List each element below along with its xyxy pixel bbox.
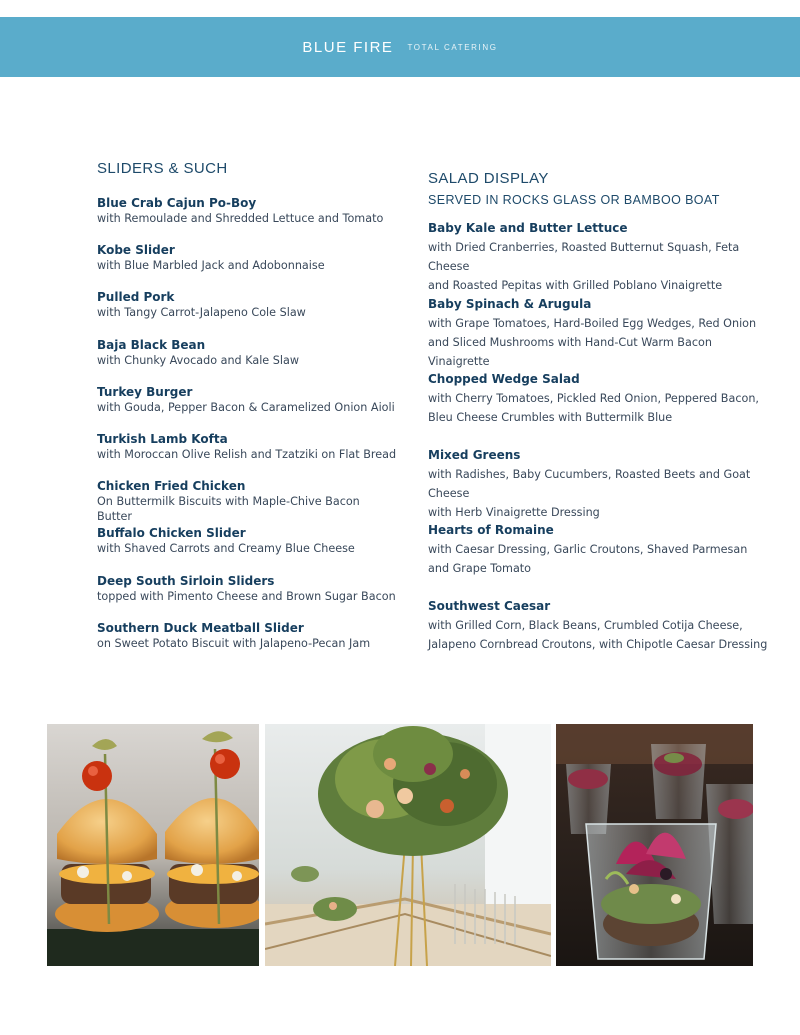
menu-item bbox=[428, 295, 773, 371]
menu-item bbox=[97, 242, 397, 289]
item-name: Buffalo Chicken Slider bbox=[97, 526, 246, 541]
item-description: with Tangy Carrot-Jalapeno Cole Slaw bbox=[97, 306, 306, 320]
item-name: Baby Spinach & Arugula bbox=[428, 296, 592, 311]
menu-item bbox=[428, 446, 773, 522]
sliders-title: SLIDERS & SUCH bbox=[97, 160, 228, 177]
item-name: Mixed Greens bbox=[428, 447, 521, 462]
menu-item bbox=[428, 597, 773, 673]
item-name: Chopped Wedge Salad bbox=[428, 372, 580, 386]
item-name: Baby Kale and Butter Lettuce bbox=[428, 221, 628, 235]
salads-subtitle: SERVED IN ROCKS GLASS OR BAMBOO BOAT bbox=[428, 193, 720, 207]
item-description: with Chunky Avocado and Kale Slaw bbox=[97, 353, 299, 367]
header-banner bbox=[0, 17, 800, 77]
salads-section bbox=[428, 170, 773, 672]
item-description: with Cherry Tomatoes, Pickled Red Onion, Peppered Bacon, Bleu Cheese Crumbles with Buttermilk Blue bbox=[428, 392, 759, 424]
menu-item bbox=[97, 620, 397, 667]
item-description: with Gouda, Pepper Bacon & Caramelized Onion Aioli bbox=[97, 400, 395, 414]
menu-item bbox=[97, 478, 397, 525]
item-name: Hearts of Romaine bbox=[428, 523, 554, 537]
item-description: On Buttermilk Biscuits with Maple-Chive Bacon Butter bbox=[97, 495, 360, 524]
sliders-photo bbox=[47, 724, 259, 966]
item-name: Kobe Slider bbox=[97, 243, 175, 258]
item-name: Turkish Lamb Kofta bbox=[97, 431, 228, 446]
item-name: Blue Crab Cajun Po-Boy bbox=[97, 196, 257, 210]
item-description: with Shaved Carrots and Creamy Blue Cheese bbox=[97, 542, 355, 556]
menu-item bbox=[97, 337, 397, 384]
item-description: with Moroccan Olive Relish and Tzatziki on Flat Bread bbox=[97, 447, 397, 461]
item-name: Baja Black Bean bbox=[97, 337, 206, 352]
menu-item bbox=[97, 431, 397, 478]
menu-item bbox=[97, 573, 397, 620]
menu-item bbox=[428, 219, 773, 295]
salad-glasses-photo bbox=[556, 724, 753, 966]
item-name: Deep South Sirloin Sliders bbox=[97, 573, 275, 588]
item-description: with Grape Tomatoes, Hard-Boiled Egg Wedges, Red Onion and Sliced Mushrooms with Hand-Cut Warm Bacon Vinaigrette bbox=[428, 316, 757, 368]
salad-glasses-illustration bbox=[556, 724, 753, 966]
item-name: Turkey Burger bbox=[97, 384, 193, 399]
item-description: topped with Pimento Cheese and Brown Sugar Bacon bbox=[97, 589, 396, 603]
item-description: on Sweet Potato Biscuit with Jalapeno-Pecan Jam bbox=[97, 636, 371, 650]
centerpiece-photo bbox=[265, 724, 551, 966]
brand-name: BLUE FIRE bbox=[302, 38, 394, 56]
menu-item bbox=[97, 289, 397, 336]
salads-list bbox=[428, 219, 773, 672]
item-description: with Dried Cranberries, Roasted Butternut Squash, Feta Cheese and Roasted Pepitas with Grilled Poblano Vinaigrette bbox=[428, 241, 740, 292]
item-name: Southern Duck Meatball Slider bbox=[97, 620, 304, 635]
item-name: Southwest Caesar bbox=[428, 598, 551, 613]
salads-title: SALAD DISPLAY bbox=[428, 170, 549, 187]
menu-item bbox=[97, 195, 397, 242]
menu-item bbox=[97, 384, 397, 431]
menu-item bbox=[428, 521, 773, 597]
item-description: with Blue Marbled Jack and Adobonnaise bbox=[97, 259, 325, 273]
item-name: Pulled Pork bbox=[97, 290, 175, 305]
menu-item bbox=[97, 525, 397, 572]
item-description: with Caesar Dressing, Garlic Croutons, Shaved Parmesan and Grape Tomato bbox=[428, 543, 748, 575]
item-description: with Grilled Corn, Black Beans, Crumbled Cotija Cheese, Jalapeno Cornbread Croutons, with Chipotle Caesar Dressing bbox=[428, 618, 768, 651]
item-description: with Radishes, Baby Cucumbers, Roasted Beets and Goat Cheese with Herb Vinaigrette Dressing bbox=[428, 467, 751, 519]
item-name: Chicken Fried Chicken bbox=[97, 479, 246, 494]
sliders-list bbox=[97, 195, 397, 667]
brand-tagline: TOTAL CATERING bbox=[407, 42, 498, 52]
item-description: with Remoulade and Shredded Lettuce and Tomato bbox=[97, 212, 384, 225]
menu-item bbox=[428, 370, 773, 446]
sliders-section bbox=[97, 160, 397, 667]
sliders-illustration bbox=[47, 724, 259, 966]
centerpiece-illustration bbox=[265, 724, 551, 966]
